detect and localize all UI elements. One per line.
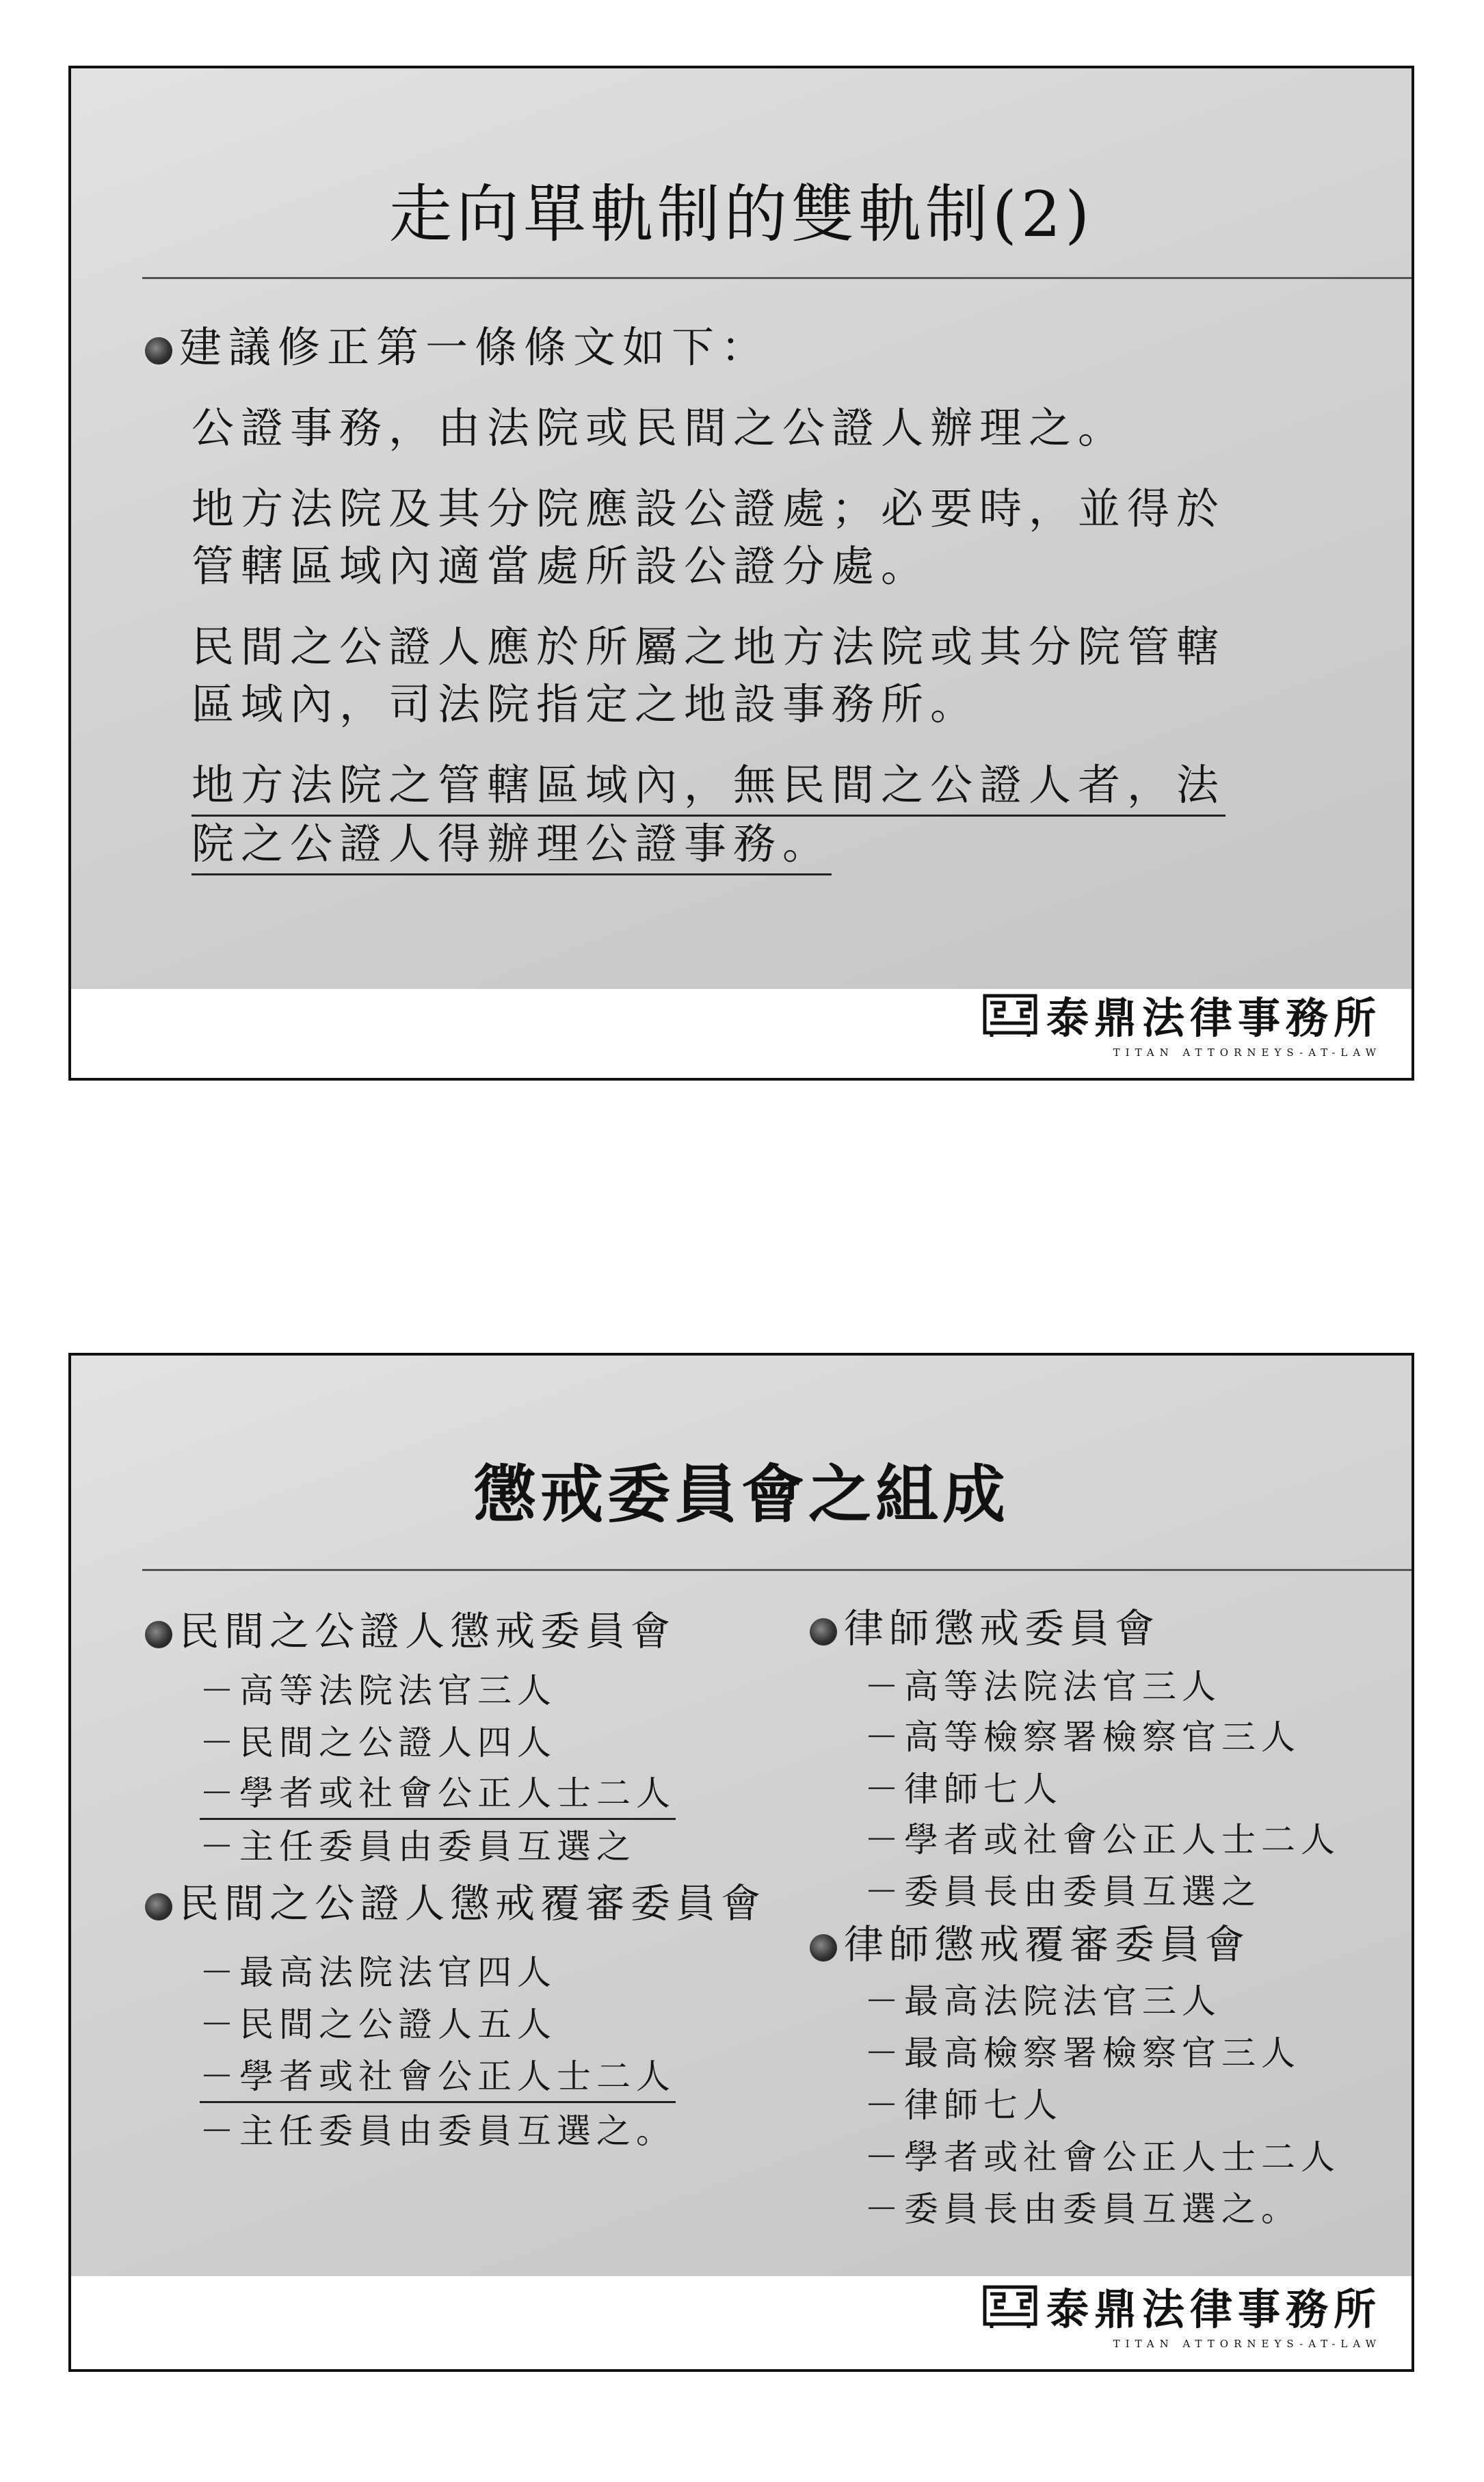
- member-item: －高等法院法官三人: [200, 1671, 557, 1711]
- committee-heading-text: 律師懲戒委員會: [844, 1605, 1161, 1652]
- slide-2-body: [71, 1356, 1412, 2276]
- committee-heading: [145, 1871, 766, 1929]
- text-line: 區域內，司法院指定之地設事務所。: [191, 679, 980, 729]
- title-divider: [142, 1569, 1412, 1571]
- committee-heading-text: 律師懲戒覆審委員會: [844, 1921, 1251, 1968]
- bullet-icon: [145, 1893, 172, 1920]
- underlined-text-line: 院之公證人得辦理公證事務。: [191, 810, 832, 875]
- bronze-ding-seal-icon: [982, 2283, 1038, 2329]
- bullet-icon: [145, 1621, 172, 1648]
- text-line: 地方法院及其分院應設公證處；必要時，並得於: [191, 484, 1226, 533]
- firm-english-name: TITAN ATTORNEYS-AT-LAW: [1113, 1046, 1381, 1059]
- text-line: 民間之公證人應於所屬之地方法院或其分院管轄: [191, 622, 1226, 672]
- member-item: －律師七人: [864, 2085, 1063, 2125]
- member-item: －高等檢察署檢察官三人: [864, 1717, 1301, 1757]
- member-item: －委員長由委員互選之。: [864, 2189, 1301, 2229]
- member-item: －主任委員由委員互選之: [200, 1827, 636, 1866]
- bullet-icon: [810, 1934, 837, 1962]
- bullet-item: [145, 313, 770, 374]
- slide-1-title: 走向單軌制的雙軌制(2): [388, 178, 1094, 251]
- bronze-ding-seal-icon: [982, 992, 1038, 1038]
- slide-1-body: [71, 68, 1412, 989]
- firm-name: 泰鼎法律事務所: [1046, 2284, 1381, 2334]
- committee-heading-text: 民間之公證人懲戒委員會: [179, 1608, 676, 1654]
- firm-english-name: TITAN ATTORNEYS-AT-LAW: [1113, 2338, 1381, 2350]
- member-item: －律師七人: [864, 1769, 1063, 1809]
- slide-2: [68, 1353, 1414, 2372]
- firm-logo: [982, 2275, 1381, 2350]
- slide-1: [68, 66, 1414, 1081]
- member-item: －最高法院法官四人: [200, 1953, 557, 1992]
- member-item: －民間之公證人四人: [200, 1723, 557, 1763]
- firm-name: 泰鼎法律事務所: [1046, 993, 1381, 1043]
- committee-heading: [810, 1596, 1160, 1654]
- underlined-text-line: 地方法院之管轄區域內，無民間之公證人者，法: [191, 751, 1225, 817]
- bullet-icon: [145, 337, 172, 365]
- slide-2-title: 懲戒委員會之組成: [473, 1457, 1009, 1531]
- member-item: －委員長由委員互選之: [864, 1872, 1261, 1912]
- member-item: －學者或社會公正人士二人: [864, 2137, 1340, 2177]
- title-divider: [142, 277, 1412, 279]
- committee-heading-text: 民間之公證人懲戒覆審委員會: [179, 1880, 767, 1927]
- member-item: －高等法院法官三人: [864, 1667, 1221, 1706]
- member-item-underlined: －學者或社會公正人士二人: [200, 2049, 676, 2103]
- text-line: 公證事務，由法院或民間之公證人辦理之。: [191, 403, 1128, 453]
- bullet-text: 建議修正第一條條文如下：: [179, 322, 771, 372]
- bullet-icon: [810, 1618, 837, 1646]
- firm-logo: [982, 984, 1381, 1059]
- committee-heading: [810, 1912, 1250, 1970]
- text-line: 管轄區域內適當處所設公證分處。: [191, 541, 931, 591]
- member-item: －民間之公證人五人: [200, 2005, 557, 2044]
- member-item: －主任委員由委員互選之。: [200, 2111, 676, 2151]
- member-item: －最高檢察署檢察官三人: [864, 2033, 1301, 2073]
- member-item-underlined: －學者或社會公正人士二人: [200, 1766, 676, 1820]
- committee-heading: [145, 1599, 676, 1656]
- member-item: －學者或社會公正人士二人: [864, 1820, 1340, 1860]
- member-item: －最高法院法官三人: [864, 1981, 1221, 2021]
